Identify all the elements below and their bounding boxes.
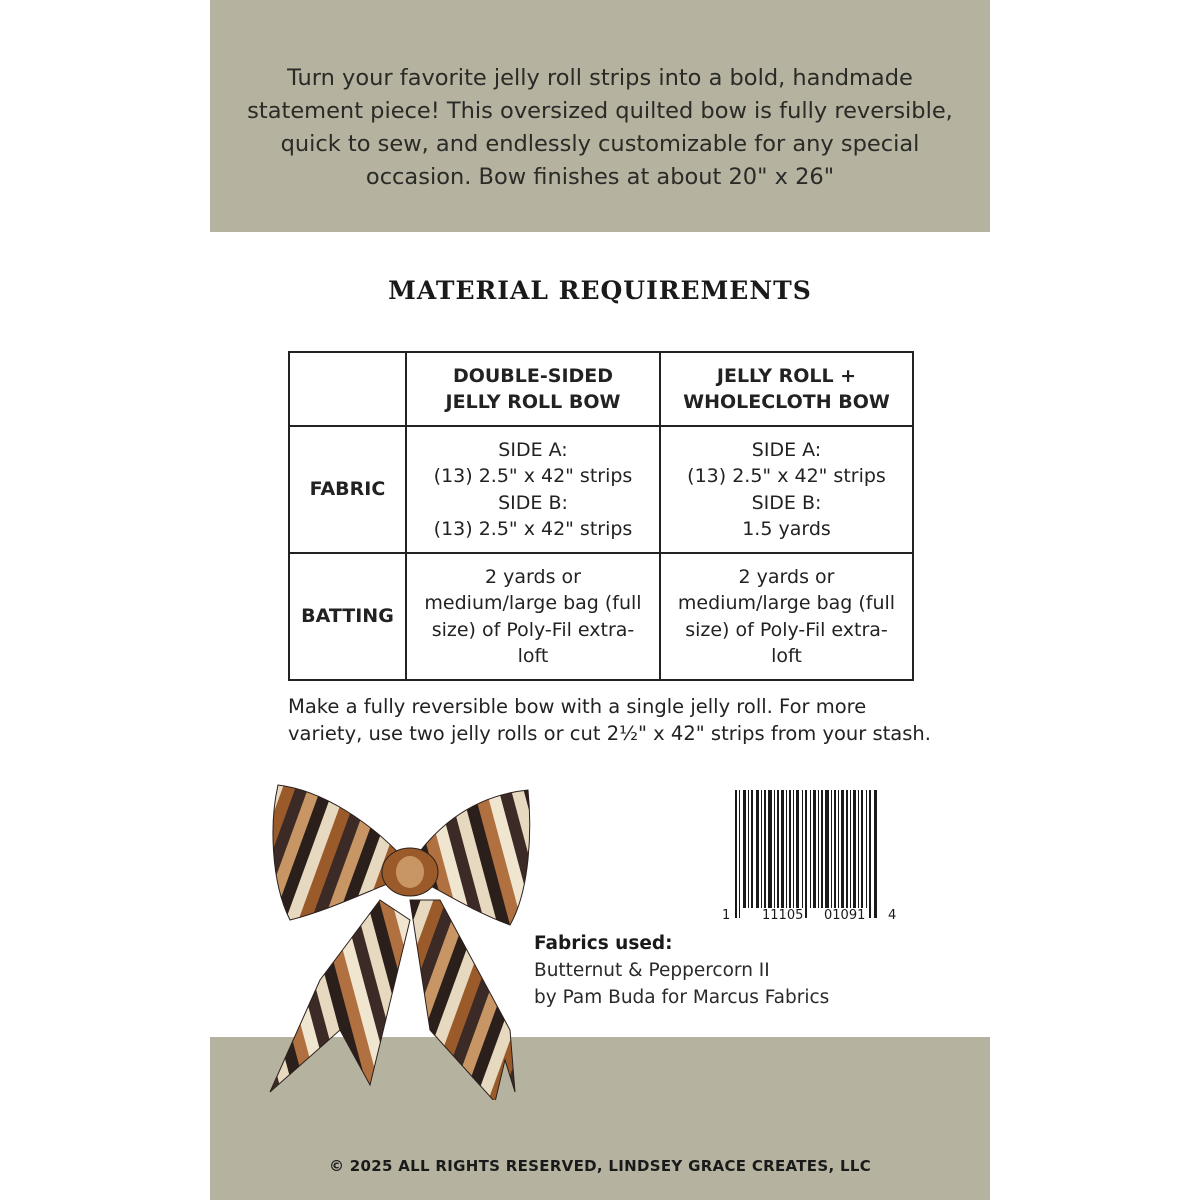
note-text: Make a fully reversible bow with a single jelly roll. For more variety, use two jelly rolls or cut 2½" x 42" strips from your stash. [288, 695, 931, 745]
section-title: MATERIAL REQUIREMENTS [388, 276, 812, 305]
batting-cell-double-sided: 2 yards or medium/large bag (full size) of Poly-Fil extra- loft [406, 553, 660, 680]
fabrics-used-line-1: Butternut & Peppercorn II [534, 960, 770, 981]
barcode-digits-2: 11105 [762, 908, 804, 923]
barcode-digit-1: 1 [722, 908, 731, 923]
table-row-fabric [289, 426, 913, 553]
row-label-batting: BATTING [289, 553, 406, 680]
column-header-double-sided: DOUBLE-SIDED JELLY ROLL BOW [406, 352, 660, 426]
fabric-cell-wholecloth: SIDE A: (13) 2.5" x 42" strips SIDE B: 1.5 yards [660, 426, 913, 553]
column-header-wholecloth: JELLY ROLL + WHOLECLOTH BOW [660, 352, 913, 426]
fabrics-used-line-2: by Pam Buda for Marcus Fabrics [534, 987, 830, 1008]
quilted-bow-image [260, 780, 560, 1100]
row-label-fabric: FABRIC [289, 426, 406, 553]
batting-cell-wholecloth: 2 yards or medium/large bag (full size) of Poly-Fil extra- loft [660, 553, 913, 680]
fabrics-used [534, 930, 954, 1011]
table-row-batting [289, 553, 913, 680]
fabrics-used-title: Fabrics used: [534, 933, 673, 954]
intro-text: Turn your favorite jelly roll strips into a bold, handmade statement piece! This oversized quilted bow is fully reversible, quick to sew, and endlessly customizable for any special occasion. Bow finishes at about 20" x 26" [247, 65, 953, 190]
copyright-text: © 2025 ALL RIGHTS RESERVED, LINDSEY GRACE CREATES, LLC [328, 1157, 872, 1175]
fabric-cell-double-sided: SIDE A: (13) 2.5" x 42" strips SIDE B: (13) 2.5" x 42" strips [406, 426, 660, 553]
table-header-row [289, 352, 913, 426]
material-requirements-table [288, 351, 914, 681]
barcode-bars [735, 790, 885, 920]
barcode-digits-3: 01091 [824, 908, 866, 923]
barcode-digit-4: 4 [888, 908, 897, 923]
pattern-back-cover [210, 0, 990, 1200]
barcode [720, 790, 900, 930]
table-corner-cell [289, 352, 406, 426]
